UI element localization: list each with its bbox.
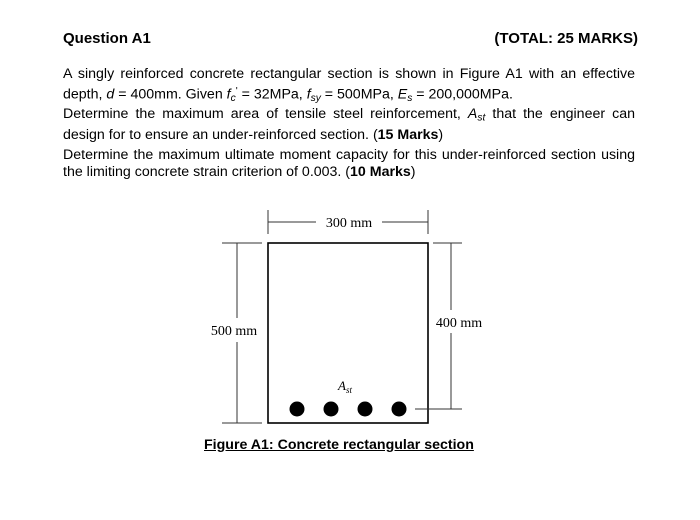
reinforcement-bars — [290, 402, 407, 417]
question-title: Question A1 — [63, 30, 151, 47]
rebar-2 — [324, 402, 339, 417]
figure-caption: Figure A1: Concrete rectangular section — [204, 437, 474, 453]
rebar-3 — [358, 402, 373, 417]
problem-statement: A singly reinforced concrete rectangular section is shown in Figure A1 with an effective depth, d = 400mm. Given $f_c' = 32MPa$, $f_{sy} = 500MPa$, $E_s = 200,000MPa$. — [63, 66, 635, 105]
height-label: 500 mm — [210, 324, 258, 339]
task-max-moment-capacity: Determine the maximum ultimate moment capacity for this under-reinforced section using the limiting concrete strain criterion of 0.003. (10 Marks) — [63, 147, 635, 180]
width-label: 300 mm — [325, 216, 373, 231]
rebar-4 — [392, 402, 407, 417]
concrete-section — [268, 243, 428, 423]
depth-label: 400 mm — [435, 316, 483, 331]
total-marks: (TOTAL: 25 MARKS) — [494, 30, 638, 47]
task-max-steel-area: Determine the maximum area of tensile steel reinforcement, $A_{st}$ that the engineer can design for to ensure an under-reinforced section. (15 Marks) — [63, 106, 635, 143]
rebar-1 — [290, 402, 305, 417]
steel-area-label: $A_{st}$ — [338, 378, 352, 395]
